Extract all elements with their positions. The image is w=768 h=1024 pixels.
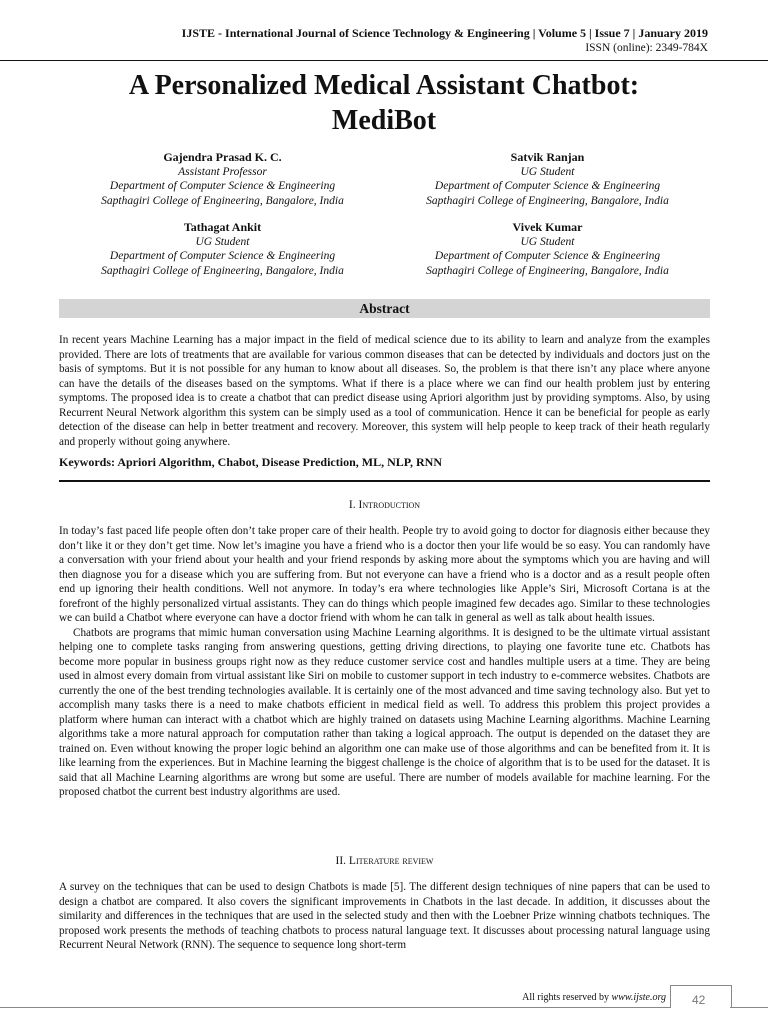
author-card [60,150,385,208]
author-card [385,150,710,208]
journal-url-link[interactable]: www.ijste.org [611,992,666,1003]
author-card [60,220,385,278]
author-role: Assistant Professor [178,165,267,178]
journal-header [182,26,708,55]
author-department: Department of Computer Science & Engineering [109,180,336,192]
author-name: Tathagat Ankit [183,220,262,234]
page-footer [0,985,768,1024]
title-line-2: MediBot [331,105,437,136]
abstract-divider [59,480,710,482]
author-role: UG Student [520,165,575,178]
author-block [60,150,710,278]
section-heading-literature-review: II. Literature review [335,855,434,867]
header-rule [0,60,768,61]
author-card [385,220,710,278]
title-line-1: A Personalized Medical Assistant Chatbot: [128,70,640,101]
author-role: UG Student [520,235,575,248]
author-row [60,220,710,278]
author-department: Department of Computer Science & Engineering [109,250,336,262]
section-heading-introduction: I. Introduction [348,499,421,511]
author-department: Department of Computer Science & Engineering [434,250,661,262]
author-role: UG Student [195,235,250,248]
abstract-body [59,333,710,449]
paper-title [40,68,728,138]
author-institution: Sapthagiri College of Engineering, Bangalore, India [426,194,669,207]
paragraph: Chatbots are programs that mimic human conversation using Machine Learning algorithms. It is designed to be the ultimate virtual assistant helping one to complete tasks ranging from answering questions, getting driving directions, to playing one favorite tune etc. Chatbots has become more popular in business groups right now as they reduce customer service cost and handles multiple users at a time. They are being used in almost every domain from virtual assistant like Siri on mobile to customer support in tech industry to e-commerce websites. Chatbots are currently the one of the best trending technologies available. It is certainly one of the most advanced and time saving technology also. But yet to accomplish many tasks there is a need to make chatbots efficient in medical field as well. To address this problem this project provides a platform where human can interact with a chatbot which are highly trained on datasets using Machine Learning algorithms. Machine Learning algorithms take a more natural approach for computation rather than taking a logical approach. The output is depended on the dataset they are trained on. Even without knowing the proper logic behind an algorithm one can make use of those algorithms and can be benefited from it. It is like learning from the experiences. But in Machine learning the biggest challenge is the choice of algorithm that is to be used for the dataset. It is said that all Machine Learning algorithms are wrong but some are useful. There are number of models available for machine learning. For the proposed chatbot the current best industry algorithms are used. [59,626,710,798]
author-institution: Sapthagiri College of Engineering, Bangalore, India [101,194,344,207]
copyright-notice [522,992,666,1003]
author-row [60,150,710,208]
footer-rule [0,1007,670,1008]
author-department: Department of Computer Science & Engineering [434,180,661,192]
page-number: 42 [692,993,706,1007]
journal-citation: IJSTE - International Journal of Science Technology & Engineering | Volume 5 | Issue 7 | January 2019 [181,26,708,40]
rights-text: All rights reserved by [522,992,610,1003]
author-name: Gajendra Prasad K. C. [163,150,282,164]
issn: ISSN (online): 2349-784X [585,42,708,54]
author-institution: Sapthagiri College of Engineering, Bangalore, India [426,264,669,277]
paragraph: A survey on the techniques that can be used to design Chatbots is made [5]. The different design techniques of nine papers that can be used to design a chatbot are compared. It also covers the significant improvements in Chatbots in the last decade. In addition, it discusses about the similarity and differences in the techniques that are used in the selected study and then with the Loebner Prize winning chatbots techniques. The proposed work presents the methods of teaching chatbots to process natural language text. It discusses about processing natural language using Recurrent Neural Network (RNN). The sequence to sequence long short-term [59,881,710,951]
author-institution: Sapthagiri College of Engineering, Bangalore, India [101,264,344,277]
introduction-body [59,524,710,800]
paragraph: In today’s fast paced life people often don’t take proper care of their health. People try to avoid going to doctor for diagnosis either because they don’t like it or they don’t get time. Now let’s imagine you have a friend who is a doctor then your life would be so easy. You can randomly have a conversation with your friend about your health and your friend responds by asking more about the symptoms which you are having and will then diagnose you for a disease which you are suffering from. But not everyone can have a friend who is a doctor and as a result people often end up ignoring their health conditions. Well not anymore. In today’s era where technologies like Apple’s Siri, Microsoft Cortana is at the forefront of the highly personalized virtual assistants. They can do things which people imagined few decades ago. Similar to these technologies we can build a Chatbot where everyone can have a doctor friend with whom he can talk in general as well as talk about health issues. [59,525,710,624]
keywords: Keywords: Apriori Algorithm, Chabot, Disease Prediction, ML, NLP, RNN [59,455,442,469]
abstract-paragraph: In recent years Machine Learning has a major impact in the field of medical science due to its ability to learn and analyze from the examples provided. There are lots of treatments that are available for various common diseases that can be detected by individuals and doctors just on the basis of symptoms. But it is not possible for any human to know about all diseases. So, the problem is that there isn’t any place where anyone can have the details of the diseases based on the symptoms. What if there is a place where we can find our health problem just by entering symptoms. The proposed idea is to create a chatbot that can predict disease using Apriori algorithm just by providing symptoms. Also, by using Recurrent Neural Network algorithm this system can be simply used as a tool of communication. Hence it can be beneficial for people as early detection of the disease can help in better treatment and recovery. Moreover, this system will help people to keep track of their heath regularly and properly without going anywhere. [59,334,710,448]
literature-body [59,880,710,953]
footer-rule [730,1007,768,1008]
author-name: Satvik Ranjan [510,150,585,164]
abstract-heading: Abstract [59,299,710,318]
author-name: Vivek Kumar [512,220,583,234]
